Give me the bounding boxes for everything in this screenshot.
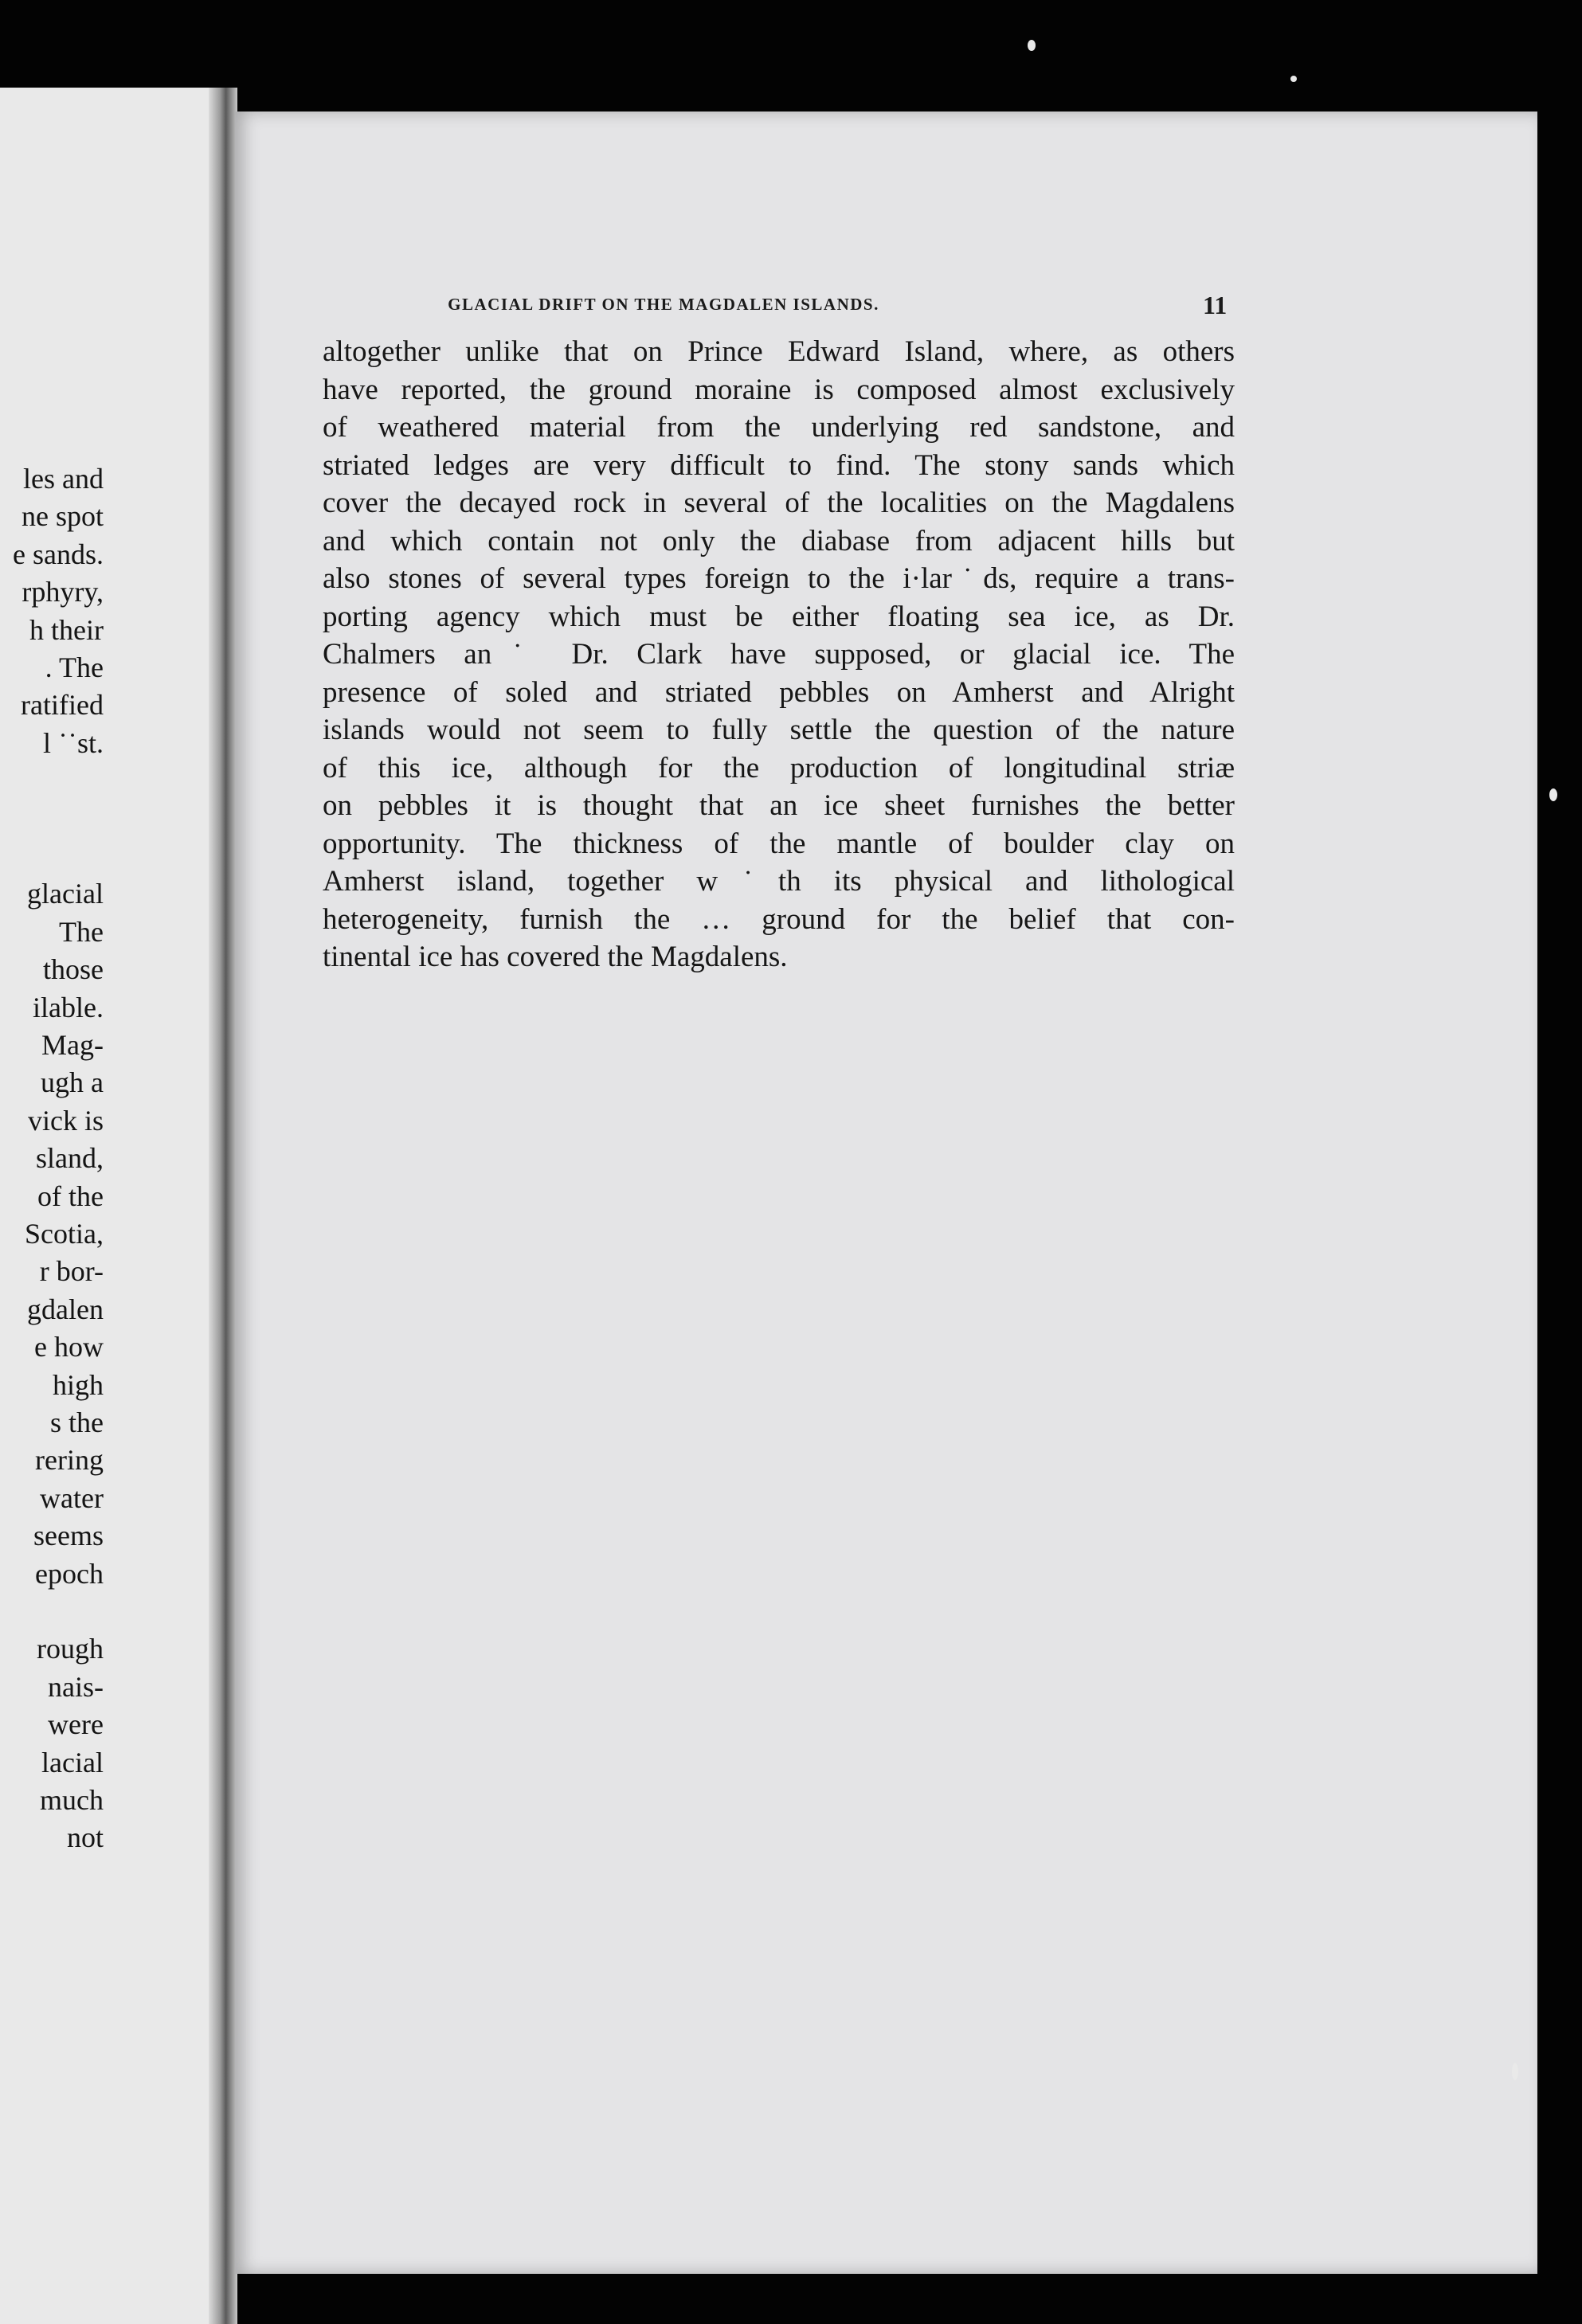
text-line: islands would not seem to fully settle the question of the nature (323, 714, 1235, 746)
previous-page-text-fragment: those (43, 953, 104, 986)
body-paragraph (323, 333, 1235, 976)
text-line: have reported, the ground moraine is composed almost exclusively (323, 373, 1235, 406)
page-number: 11 (1203, 291, 1228, 319)
previous-page-text-fragment: nais- (48, 1670, 104, 1703)
previous-page-text-fragment: ne spot (22, 500, 104, 533)
previous-page-text-fragment: glacial (27, 878, 104, 910)
previous-page-text-fragment: were (48, 1708, 104, 1741)
previous-page-text-fragment: ratified (21, 689, 104, 722)
previous-page-text-fragment: not (66, 1821, 104, 1854)
previous-page-text-fragment: rering (35, 1444, 104, 1477)
previous-page-text-fragment: water (40, 1481, 104, 1514)
text-line: on pebbles it is thought that an ice sheet furnishes the better (323, 789, 1235, 822)
text-line: cover the decayed rock in several of the localities on the Magdalens (323, 487, 1235, 519)
text-line: Chalmers an˙ Dr. Clark have supposed, or glacial ice. The (323, 638, 1235, 671)
previous-page-text-fragment: high (52, 1368, 104, 1401)
previous-page-text-fragment: l ˙˙st. (43, 726, 104, 759)
text-line: porting agency which must be either floating sea ice, as Dr. (323, 600, 1235, 633)
previous-page-text-fragment: . The (45, 651, 104, 683)
text-line: heterogeneity, furnish the … ground for the belief that con- (323, 902, 1235, 936)
scan-speck (1290, 76, 1297, 82)
previous-page-text-fragment: The (59, 915, 104, 948)
previous-page-text-fragment: h their (29, 613, 104, 646)
text-line: Amherst island, together w˙th its physical and lithological (323, 865, 1235, 898)
previous-page-text-fragment: sland, (36, 1142, 104, 1175)
previous-page-text-fragment: lacial (41, 1746, 104, 1778)
previous-page-text-fragment: gdalen (27, 1293, 104, 1325)
previous-page-text-fragment: rphyry, (22, 576, 104, 608)
previous-page-text-fragment: Scotia, (25, 1218, 104, 1250)
previous-page-text-fragment: epoch (35, 1557, 104, 1590)
previous-page-text-fragment: seems (33, 1520, 104, 1552)
previous-page-text-fragment: of the (37, 1180, 104, 1212)
previous-page (0, 88, 215, 2324)
previous-page-text-fragment: much (40, 1784, 104, 1816)
previous-page-text-fragment: s the (50, 1407, 104, 1438)
previous-page-text-fragment: r bor- (39, 1255, 104, 1288)
previous-page-text-fragment: ilable. (33, 991, 104, 1023)
text-line: tinental ice has covered the Magdalens. (323, 941, 788, 973)
previous-page-text-fragment: les and (23, 463, 104, 495)
text-line: presence of soled and striated pebbles on Amherst and Alright (323, 675, 1235, 709)
previous-page-text-fragment: e sands. (13, 538, 104, 570)
text-line: of this ice, although for the production of longitudinal striæ (323, 751, 1235, 784)
previous-page-text-fragment: Mag- (41, 1029, 104, 1061)
book-gutter (209, 88, 237, 2324)
running-head: GLACIAL DRIFT ON THE MAGDALEN ISLANDS. (448, 295, 879, 314)
text-line: opportunity. The thickness of the mantle of boulder clay on (323, 827, 1235, 860)
scan-speck (1549, 788, 1557, 801)
previous-page-text-fragment: e how (34, 1331, 104, 1363)
text-line: striated ledges are very difficult to find. The stony sands which (323, 448, 1235, 482)
scan-speck (1028, 40, 1036, 51)
previous-page-text-fragment: rough (37, 1633, 104, 1665)
text-line: and which contain not only the diabase from adjacent hills but (323, 524, 1235, 558)
previous-page-text-fragment: vick is (28, 1104, 104, 1137)
previous-page-text-fragment: ugh a (41, 1066, 104, 1099)
text-line: of weathered material from the underlying red sandstone, and (323, 411, 1235, 444)
scan-speck (1512, 2063, 1518, 2080)
text-line: altogether unlike that on Prince Edward Island, where, as others (323, 335, 1235, 368)
text-line: also stones of several types foreign to the i·lar˙ds, require a trans- (323, 562, 1235, 595)
